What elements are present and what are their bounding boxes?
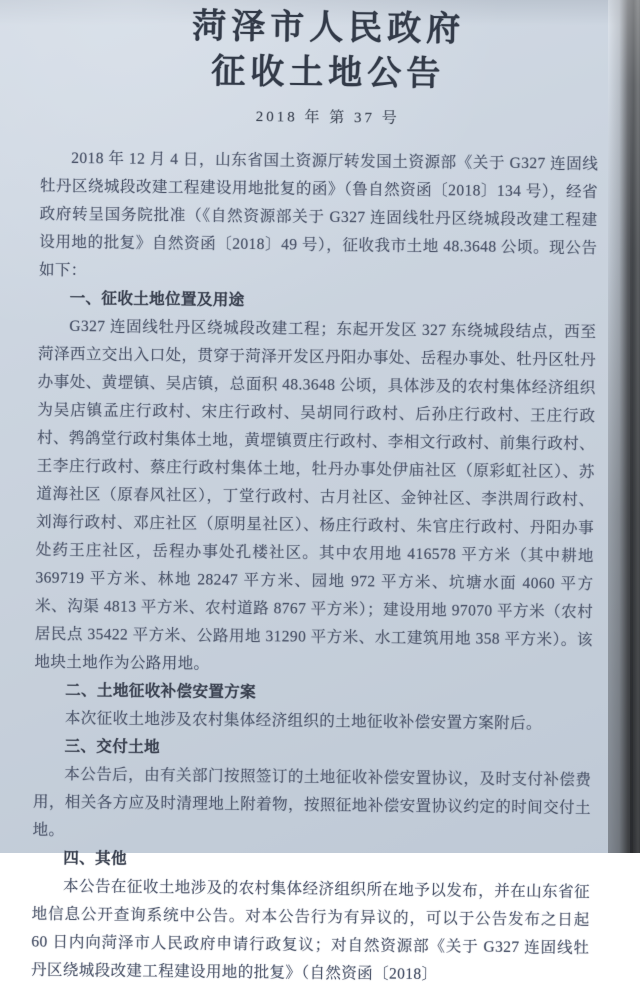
- section-3-heading: 三、交付土地: [64, 737, 161, 756]
- section-1-paragraph: G327 连固线牡丹区绕城段改建工程；东起开发区 327 东绕城段结点，西至菏泽西立交出入口处，贯穿于菏泽开发区丹阳办事处、岳程办事处、牡丹区牡丹办事处、黄堽镇、吴店镇，总面积 48.3648 公顷，具体涉及的农村集体经济组织为吴店镇孟庄行政村、宋庄行政村、吴胡同行政村、后孙庄行政村、王庄行政村、鹁鸽堂行政村集体土地，黄堽镇贾庄行政村、李相文行政村、前集行政村、王李庄行政村、蔡庄行政村集体土地，牡丹办事处伊庙社区（原彩虹社区）、苏道海社区（原春风社区），丁堂行政村、古月社区、金钟社区、李洪周行政村、刘海行政村、邓庄社区（原明星社区）、杨庄行政村、朱官庄行政村、丹阳办事处药王庄社区，岳程办事处孔楼社区。其中农用地 416578 平方米（其中耕地 369719 平方米、林地 28247 平方米、园地 972 平方米、坑塘水面 4060 平方米、沟渠 4813 平方米、农村道路 8767 平方米）；建设用地 97070 平方米（农村居民点 35422 平方米、公路用地 31290 平方米、水工建筑用地 358 平方米）。该地块土地作为公路用地。: [34, 317, 597, 673]
- page-title-line2: 征收土地公告: [211, 53, 446, 94]
- announcement-content: [31, 3, 600, 991]
- intro-paragraph: 2018 年 12 月 4 日，山东省国土资源厅转发国土资源部《关于 G327 连固线牡丹区绕城段改建工程建设用地批复的函》（鲁自然资函〔2018〕134 号），经省政府转呈国务院批准（《自然资源部关于 G327 连固线牡丹区绕城段改建工程建设用地的批复》自然资函〔2018〕49 号），征收我市土地 48.3648 公顷。现公告如下：: [38, 149, 599, 280]
- doc-number: 2018 年 第 37 号: [255, 109, 400, 127]
- section-2-paragraph: 本次征收土地涉及农村集体经济组织的土地征收补偿安置方案附后。: [64, 709, 542, 733]
- section-4-paragraph: 本公告在征收土地涉及的农村集体经济组织所在地予以发布，并在山东省征地信息公开查询系统中公告。对本公告行为有异议的，可以于公告发布之日起 60 日内向菏泽市人民政府申请行政复议；对自然资源部《关于 G327 连固线牡丹区绕城段改建工程建设用地的批复》（自然资函〔2018〕: [30, 877, 591, 984]
- section-1-heading: 一、征收土地位置及用途: [69, 289, 245, 309]
- page-title-line1: 菏泽市人民政府: [192, 8, 466, 49]
- page-edge-shadow: [608, 0, 640, 853]
- section-2-heading: 二、土地征收补偿安置方案: [65, 681, 257, 702]
- section-3-paragraph: 本公告后，由有关部门按照签订的土地征收补偿安置协议，及时支付补偿费用，相关各方应及时清理地上附着物，按照征地补偿安置协议约定的时间交付土地。: [32, 765, 592, 839]
- page-edge-dark-streak: [630, 110, 633, 853]
- section-4-heading: 四、其他: [63, 849, 128, 868]
